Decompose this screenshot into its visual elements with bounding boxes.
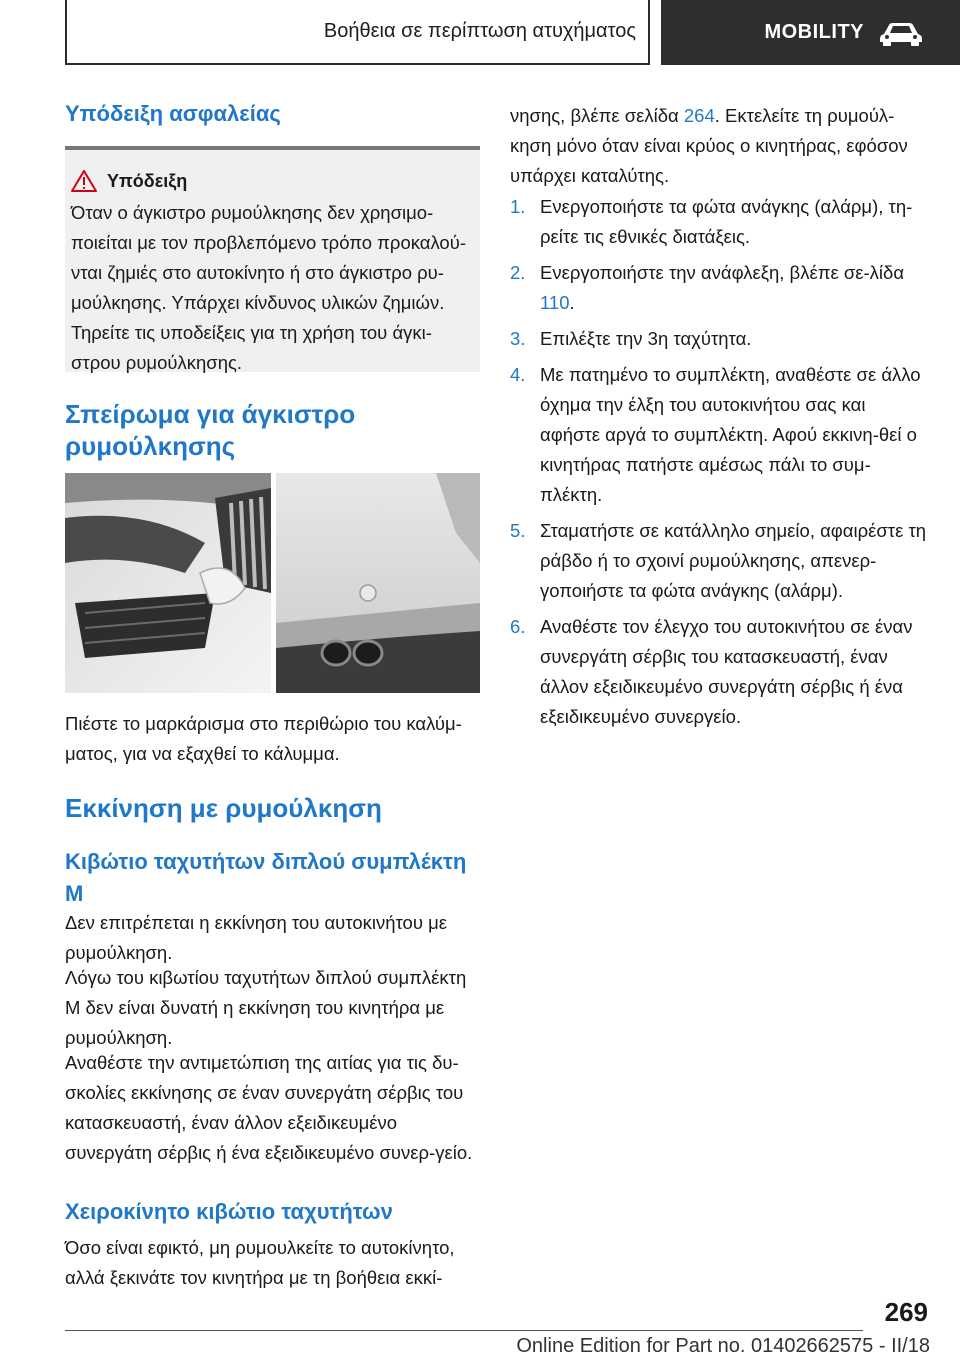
front-bumper-photo	[65, 473, 271, 693]
list-item: 1. Ενεργοποιήστε τα φώτα ανάγκης (αλάρμ), τη-ρείτε τις εθνικές διατάξεις.	[510, 196, 913, 247]
page-number: 269	[884, 1297, 928, 1327]
warning-box	[65, 146, 480, 372]
manual-gearbox-subheading: Χειροκίνητο κιβώτιο ταχυτήτων	[65, 1199, 393, 1224]
thread-heading: Σπείρωμα για άγκιστρο ρυμούλκησης	[65, 399, 356, 461]
car-icon	[878, 20, 924, 46]
warning-text: Όταν ο άγκιστρο ρυμούλκησης δεν χρησιμο-ποιείται με τον προβλεπόμενο τρόπο προκαλού-νται ζημιές στο αυτοκίνητο ή στο άγκιστρο ρυ-μούλκησης. Υπάρχει κίνδυνος υλικών ζημιών. Τηρείτε τις υποδείξεις για τη χρήση του άγκι-στρου ρυμούλκησης.	[71, 202, 466, 373]
continuation-paragraph: νησης, βλέπε σελίδα 264. Εκτελείτε τη ρυμούλ-κηση μόνο όταν είναι κρύος ο κινητήρας, εφόσον υπάρχει καταλύτης.	[510, 105, 908, 186]
edition-footer: Online Edition for Part no. 01402662575 - II/18	[516, 1335, 930, 1357]
thread-caption: Πιέστε το μαρκάρισμα στο περιθώριο του καλύμ-ματος, για να εξαχθεί το κάλυμμα.	[65, 713, 462, 764]
tow-start-steps	[510, 192, 930, 738]
warning-triangle-icon	[71, 170, 97, 192]
list-item: 6. Αναθέστε τον έλεγχο του αυτοκινήτου σε έναν συνεργάτη σέρβις του κατασκευαστή, έναν άλλον εξειδικευμένο συνεργάτη σέρβις ή ένα εξειδικευμένο συνεργείο.	[510, 616, 913, 727]
chapter-header	[65, 0, 650, 65]
dct-paragraph-1: Δεν επιτρέπεται η εκκίνηση του αυτοκινήτου με ρυμούλκηση.	[65, 912, 448, 963]
dct-subheading: Κιβώτιο ταχυτήτων διπλού συμπλέκτη M	[65, 849, 467, 906]
chapter-title: Βοήθεια σε περίπτωση ατυχήματος	[323, 20, 636, 42]
page-link-110[interactable]: 110	[540, 292, 570, 313]
warning-header	[71, 170, 187, 192]
warning-title: Υπόδειξη	[107, 170, 188, 191]
section-tab-mobility	[661, 0, 960, 65]
manual-gearbox-paragraph: Όσο είναι εφικτό, μη ρυμουλκείτε το αυτοκίνητο, αλλά ξεκινάτε τον κινητήρα με τη βοήθεια εκκί-	[65, 1237, 455, 1288]
list-item: 2. Ενεργοποιήστε την ανάφλεξη, βλέπε σε-λίδα 110.	[510, 262, 905, 313]
dct-paragraph-3: Αναθέστε την αντιμετώπιση της αιτίας για τις δυ-σκολίες εκκίνησης σε έναν συνεργάτη σέρβις του κατασκευαστή, έναν άλλον εξειδικευμένο συνεργάτη σέρβις ή ένα εξειδικευμένο συνερ-γείο.	[65, 1052, 473, 1163]
page-link-264[interactable]: 264	[683, 105, 715, 126]
list-item: 4. Με πατημένο το συμπλέκτη, αναθέστε σε άλλο όχημα την έλξη του αυτοκινήτου σας και αφήστε αργά το συμπλέκτη. Αφού εκκινη-θεί ο κινητήρας πατήστε αμέσως πάλι το συμ-πλέκτη.	[510, 364, 921, 505]
dct-paragraph-2: Λόγω του κιβωτίου ταχυτήτων διπλού συμπλέκτη M δεν είναι δυνατή η εκκίνηση του κινητήρα με ρυμούλκηση.	[65, 967, 467, 1048]
list-item: 5. Σταματήστε σε κατάλληλο σημείο, αφαιρέστε τη ράβδο ή το σχοινί ρυμούλκησης, απενερ-γοποιήστε τα φώτα ανάγκης (αλάρμ).	[510, 520, 927, 601]
section-label: MOBILITY	[764, 21, 864, 43]
safety-heading: Υπόδειξη ασφαλείας	[65, 101, 281, 126]
list-item: 3. Επιλέξτε την 3η ταχύτητα.	[510, 328, 752, 349]
footer-divider	[65, 1330, 863, 1331]
rear-bumper-photo	[276, 473, 480, 693]
tow-start-heading: Εκκίνηση με ρυμούλκηση	[65, 793, 382, 823]
